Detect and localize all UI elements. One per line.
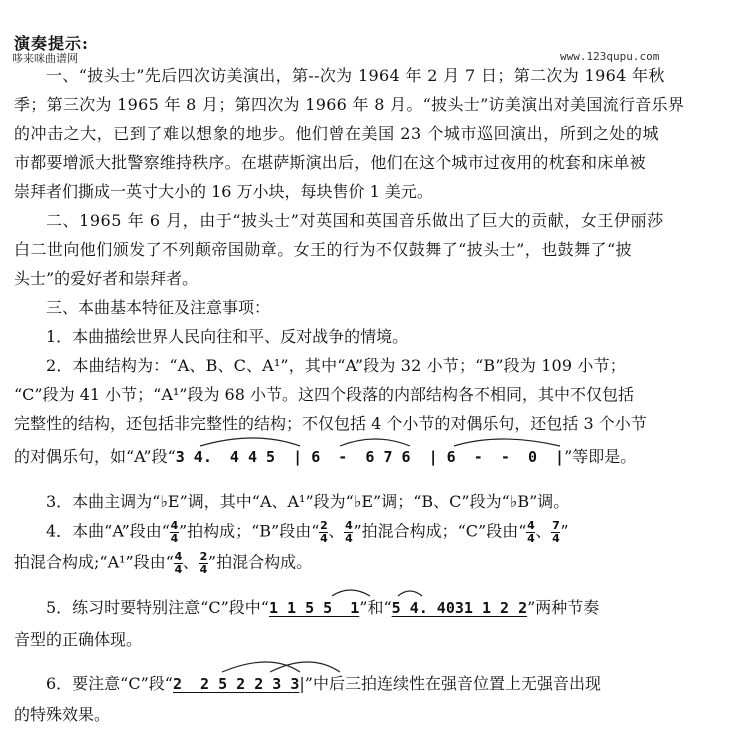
time-sig-2-4: $\frac{2}{4}$ <box>320 519 328 545</box>
slur-arc <box>222 662 300 672</box>
para2-line-3: 头士”的爱好者和崇拜者。 <box>14 269 199 288</box>
jianpu-notation-c2: 5 4. 4031 1 2 2 <box>391 599 528 617</box>
item-4-text-3: ”拍混合构成；“C”段由“ <box>353 521 527 541</box>
item-4-text-5: ”拍混合构成。 <box>207 552 313 572</box>
item-5-mid: ”和“ <box>359 598 392 617</box>
watermark-right: www.123qupu.com <box>560 50 660 63</box>
item-3: 3．本曲主调为“♭E”调，其中“A、A¹”段为“♭E”调；“B、C”段为“♭B”调。 <box>46 492 570 511</box>
heading: 演奏提示: <box>14 34 89 53</box>
item-6-suffix: |”中后三拍连续性在强音位置上无强音出现 <box>299 674 601 693</box>
watermark-left: 哆来咪曲谱网 <box>12 52 78 65</box>
item-5-prefix: 5．练习时要特别注意“C”段中“ <box>46 598 269 617</box>
slur-arc <box>454 439 560 446</box>
item-2-suffix: ”等即是。 <box>564 447 637 466</box>
item-4-line-1 <box>46 520 569 544</box>
jianpu-notation-a: 3 4. 4 4 5 | 6 - 6 7 6 | 6 - - 0 | <box>175 448 565 466</box>
para2-line-1: 二、1965 年 6 月，由于“披头士”对英国和英国音乐做出了巨大的贡献，女王伊丽莎 <box>46 211 664 230</box>
item-4-close-quote: ” <box>560 521 569 541</box>
para1-line-3: 的冲击之大，已到了难以想象的地步。他们曾在美国 23 个城市巡回演出，所到之处的城 <box>14 124 660 143</box>
item-5-suffix: ”两种节奏 <box>527 598 600 617</box>
slur-arc <box>340 439 410 446</box>
para2-line-2: 白二世向他们颁发了不列颠帝国勋章。女王的行为不仅鼓舞了“披头士”，也鼓舞了“披 <box>14 240 633 259</box>
item-6-line-2: 的特殊效果。 <box>14 705 111 724</box>
item-5-line-1 <box>46 598 599 618</box>
slur-arc <box>200 438 300 446</box>
time-sig-4-4: $\frac{4}{4}$ <box>170 519 179 545</box>
time-sig-4-4-d: $\frac{4}{4}$ <box>174 550 183 576</box>
time-sig-2-4-b: $\frac{2}{4}$ <box>199 550 208 576</box>
item-4-text-4: 拍混合构成;“A¹”段由“ <box>14 552 174 572</box>
item-4-text-2: ”拍构成；“B”段由“ <box>178 521 320 541</box>
item-4-line-2 <box>14 551 312 575</box>
item-2-line-4 <box>14 447 636 467</box>
para1-line-2: 季；第三次为 1965 年 8 月；第四次为 1966 年 8 月。“披头士”访美演出对美国流行音乐界 <box>14 95 685 114</box>
section3-title: 三、本曲基本特征及注意事项： <box>46 298 271 317</box>
time-sig-4-4-b: $\frac{4}{4}$ <box>345 519 353 545</box>
item-6-prefix: 6．要注意“C”段“ <box>46 674 173 693</box>
para1-line-5: 崇拜者们撕成一英寸大小的 16 万小块，每块售价 1 美元。 <box>14 182 433 201</box>
para1-line-4: 市都要增派大批警察维持秩序。在堪萨斯演出后，他们在这个城市过夜用的枕套和床单被 <box>14 153 646 172</box>
time-sig-4-4-c: $\frac{4}{4}$ <box>527 519 535 545</box>
para1-line-1: 一、“披头士”先后四次访美演出，第--次为 1964 年 2 月 7 日；第二次为 1964 年秋 <box>46 66 665 85</box>
slur-arc <box>332 590 370 596</box>
item-1: 1．本曲描绘世界人民向往和平、反对战争的情境。 <box>46 327 409 346</box>
item-4-text-1: 4．本曲“A”段由“ <box>46 521 170 541</box>
item-2-line-3: 完整性的结构，还包括非完整性的结构；不仅包括 4 个小节的对偶乐句，还包括 3 个小节 <box>14 414 647 433</box>
jianpu-notation-c3: 2 2 5 2 2 3 3 <box>172 675 300 693</box>
slur-arc <box>270 662 340 672</box>
jianpu-notation-c1: 1 1 5 5 1 <box>268 599 360 617</box>
item-5-line-2: 音型的正确体现。 <box>14 630 143 649</box>
item-6-line-1 <box>46 674 601 694</box>
time-sig-7-4: $\frac{7}{4}$ <box>552 519 560 545</box>
slur-arc <box>398 591 422 596</box>
item-2-line-2: “C”段为 41 小节；“A¹”段为 68 小节。这四个段落的内部结构各不相同，其中不仅包括 <box>14 385 634 404</box>
item-2-line-1: 2．本曲结构为：“A、B、C、A¹”，其中“A”段为 32 小节；“B”段为 109 小节； <box>46 356 626 375</box>
item-4-sep-3: 、 <box>182 552 199 572</box>
item-4-sep-2: 、 <box>535 521 552 541</box>
item-2-prefix: 的对偶乐句，如“A”段“ <box>14 447 176 466</box>
item-4-sep-1: 、 <box>328 521 345 541</box>
